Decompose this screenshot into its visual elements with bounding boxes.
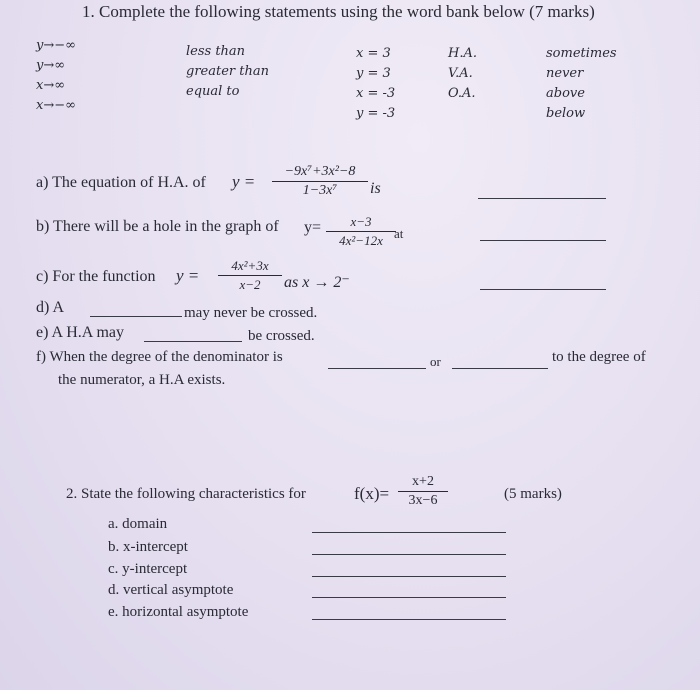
bank-item: y→−∞ [36, 38, 76, 53]
q1e-prompt: e) A H.A may [36, 324, 124, 341]
q1c-limit: as x → 2⁻ [284, 274, 350, 291]
q1f-line2: the numerator, a H.A exists. [58, 372, 226, 388]
q1d-suffix: may never be crossed. [184, 305, 318, 321]
bank-item: never [546, 66, 584, 81]
q1f-end: to the degree of [552, 349, 646, 365]
bank-item: y = -3 [356, 106, 396, 121]
bank-item: y = 3 [356, 66, 391, 81]
q1a-numerator: −9x⁷+3x²−8 [284, 164, 356, 179]
q1a-prompt: a) The equation of H.A. of [36, 174, 206, 191]
q1b-numerator: x−3 [350, 214, 372, 229]
q1a-denominator: 1−3x⁷ [302, 183, 338, 198]
q2-item-x-intercept: b. x-intercept [108, 539, 188, 555]
bank-item: equal to [186, 84, 240, 99]
q1c-fraction [218, 258, 282, 293]
q2-title: 2. State the following characteristics for [66, 486, 306, 502]
word-bank-col-lines [356, 44, 395, 124]
bank-item: x = 3 [356, 46, 391, 61]
q2-item-vertical-asymptote: d. vertical asymptote [108, 582, 234, 598]
q1c-prompt: c) For the function [36, 268, 156, 285]
q2-marks: (5 marks) [504, 486, 562, 502]
q1b-answer-blank[interactable] [480, 240, 606, 241]
q2-fx: f(x)= [354, 484, 390, 503]
q2-y-intercept-answer-blank[interactable] [312, 576, 506, 577]
bank-item: x→∞ [36, 78, 66, 93]
bank-item: less than [186, 44, 246, 59]
q1b-fraction [326, 214, 396, 249]
bank-item: V.A. [448, 66, 473, 81]
q1a-fraction [272, 164, 368, 199]
q1b-denominator: 4x²−12x [339, 233, 383, 248]
q1-title: 1. Complete the following statements using the word bank below (7 marks) [82, 2, 595, 21]
fraction-bar [218, 275, 282, 276]
bank-item: above [546, 86, 585, 101]
bank-item: x→−∞ [36, 98, 76, 113]
q1a-y: y = [232, 172, 256, 191]
q1c-denominator: x−2 [239, 277, 261, 292]
q1f-answer-blank-2[interactable] [452, 368, 548, 369]
q2-x-intercept-answer-blank[interactable] [312, 554, 506, 555]
bank-item: x = -3 [356, 86, 396, 101]
q1f-or: or [430, 354, 441, 369]
q1d-prompt: d) A [36, 299, 64, 316]
fraction-bar [326, 231, 396, 232]
q1e-answer-blank[interactable] [144, 341, 242, 342]
q1c-y: y = [176, 266, 200, 285]
q2-item-horizontal-asymptote: e. horizontal asymptote [108, 604, 249, 620]
q1b-at: at [394, 226, 404, 241]
word-bank-col-asymptotes [448, 44, 477, 104]
word-bank-col-limits [36, 36, 76, 116]
q1f-prompt: f) When the degree of the denominator is [36, 349, 283, 365]
q2-item-y-intercept: c. y-intercept [108, 561, 188, 577]
bank-item: O.A. [448, 86, 476, 101]
q1a-is: is [370, 180, 381, 197]
q1b-y: y= [304, 219, 322, 236]
q2-item-domain: a. domain [108, 516, 168, 532]
bank-item: greater than [186, 64, 269, 79]
q1c-answer-blank[interactable] [480, 289, 606, 290]
bank-item: sometimes [546, 46, 617, 61]
q1e-suffix: be crossed. [248, 328, 315, 344]
q2-domain-answer-blank[interactable] [312, 532, 506, 533]
q2-fraction [398, 474, 448, 509]
bank-item: y→∞ [36, 58, 66, 73]
bank-item: H.A. [448, 46, 477, 61]
word-bank-col-frequency [546, 44, 617, 124]
q1d-answer-blank[interactable] [90, 316, 182, 317]
word-bank-col-comparisons [186, 42, 269, 102]
q2-horizontal-asymptote-answer-blank[interactable] [312, 619, 506, 620]
q2-vertical-asymptote-answer-blank[interactable] [312, 597, 506, 598]
q2-numerator: x+2 [412, 474, 434, 489]
q2-denominator: 3x−6 [408, 493, 438, 508]
q1a-answer-blank[interactable] [478, 198, 606, 199]
bank-item: below [546, 106, 586, 121]
q1b-prompt: b) There will be a hole in the graph of [36, 218, 279, 235]
q1f-answer-blank-1[interactable] [328, 368, 426, 369]
fraction-bar [272, 181, 368, 182]
fraction-bar [398, 491, 448, 492]
q1c-numerator: 4x²+3x [231, 258, 269, 273]
